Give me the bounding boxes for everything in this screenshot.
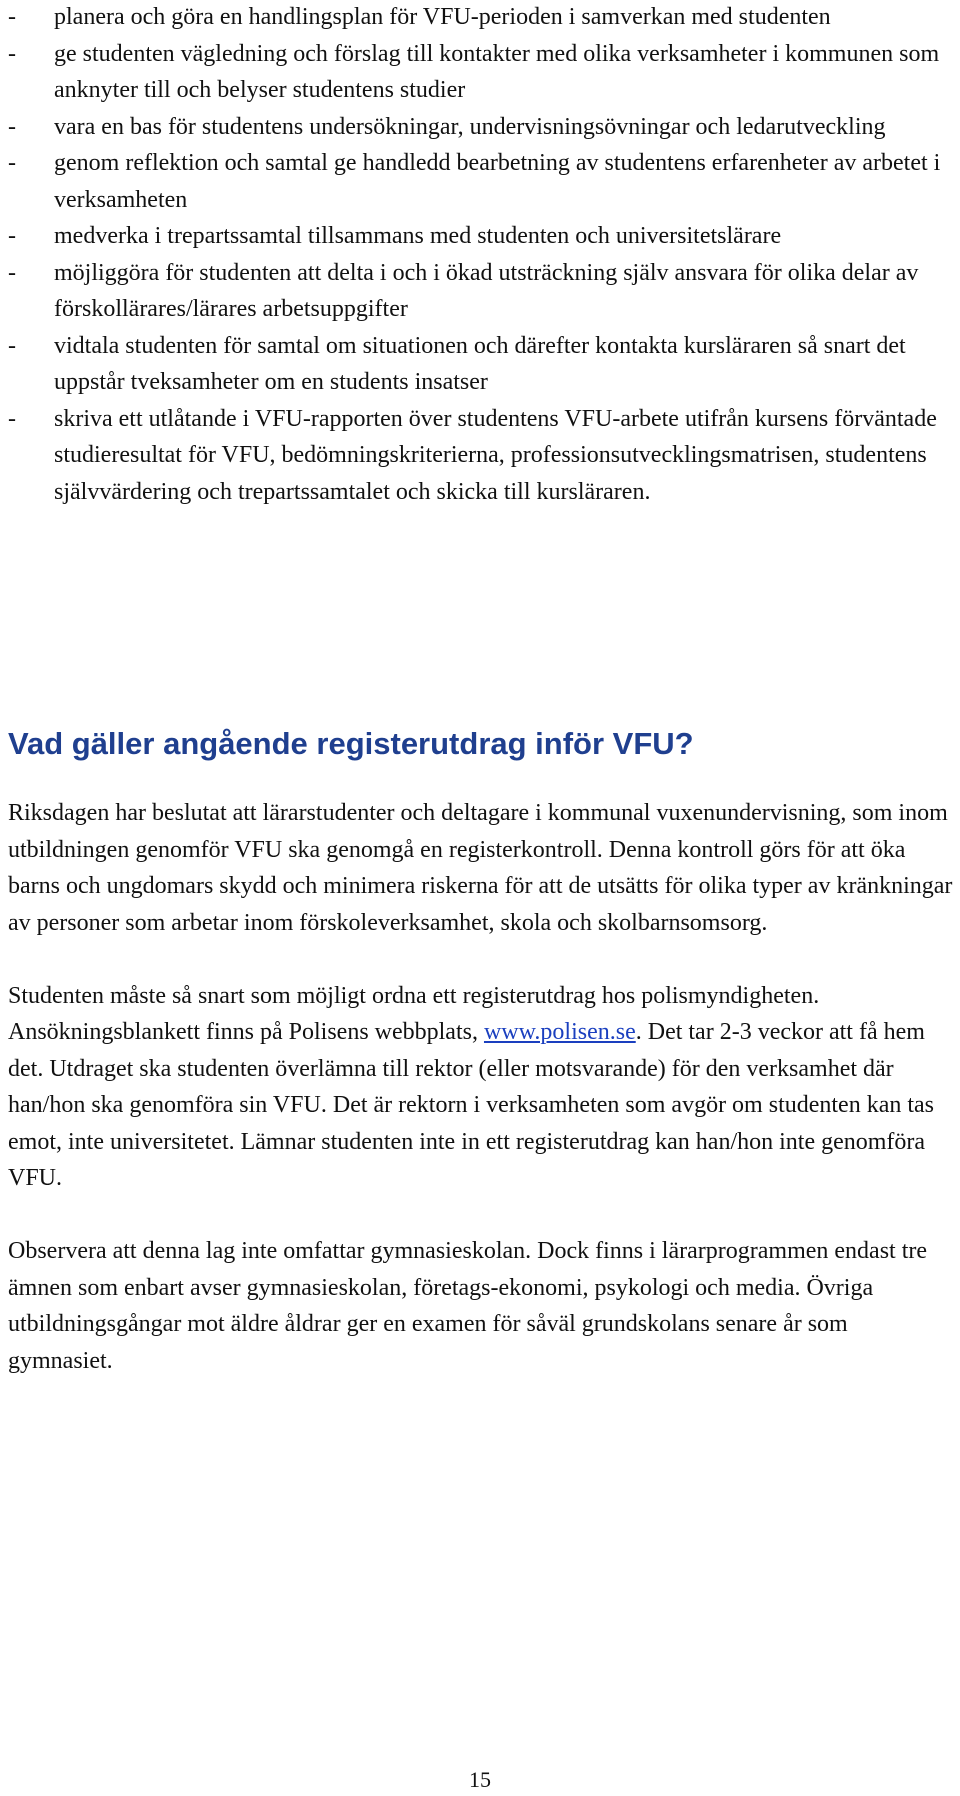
list-dash: - — [8, 4, 16, 30]
list-dash: - — [8, 113, 16, 140]
section-body — [8, 795, 958, 1416]
list-dash: - — [8, 259, 16, 286]
paragraph-registerutdrag — [8, 978, 958, 1197]
list-dash: - — [8, 223, 16, 249]
list-item-text: möjliggöra för studenten att delta i och i ökad utsträckning själv ansvara för olika delar av förskollärares/lärares arbetsuppgifter — [54, 259, 919, 322]
list-item — [8, 328, 958, 401]
list-item — [8, 255, 958, 328]
list-item-text: skriva ett utlåtande i VFU-rapporten över studentens VFU-arbete utifrån kursens förväntade studieresultat för VFU, bedömningskriterierna, professionsutvecklingsmatrisen, studentens självvärdering och trepartssamtalet och skicka till kursläraren. — [54, 405, 937, 505]
page-number: 15 — [469, 1767, 491, 1792]
section-heading: Vad gäller angående registerutdrag inför VFU? — [8, 726, 694, 761]
list-item — [8, 109, 958, 146]
list-item-text: planera och göra en handlingsplan för VFU-perioden i samverkan med studenten — [54, 4, 831, 30]
responsibility-list — [8, 0, 958, 510]
paragraph-registerkontroll: Riksdagen har beslutat att lärarstudenter och deltagare i kommunal vuxenundervisning, som inom utbildningen genomför VFU ska genomgå en registerkontroll. Denna kontroll görs för att öka barns och ungdomars skydd och minimera riskerna för att de utsätts för olika typer av kränkningar av personer som arbetar inom förskoleverksamhet, skola och skolbarnsomsorg. — [8, 800, 953, 936]
list-dash: - — [8, 150, 16, 176]
polisen-link[interactable]: www.polisen.se — [483, 1019, 636, 1045]
list-dash: - — [8, 40, 16, 67]
list-item — [8, 145, 958, 218]
list-item — [8, 36, 958, 109]
list-item-text: genom reflektion och samtal ge handledd bearbetning av studentens erfarenheter av arbetet i verksamheten — [54, 150, 941, 213]
list-item-text: medverka i trepartssamtal tillsammans med studenten och universitetslärare — [54, 223, 782, 249]
list-dash: - — [8, 405, 16, 432]
list-item — [8, 0, 958, 36]
document-page — [8, 0, 958, 1374]
list-item — [8, 218, 958, 255]
paragraph-text: . Det tar 2-3 veckor att få hem det. Utdraget ska studenten överlämna till rektor (eller motsvarande) för den verksamhet där han/hon ska genomföra sin VFU. Det är rektorn i verksamheten som avgör om studenten kan tas emot, inte universitetet. Lämnar studenten inte in ett registerutdrag kan han/hon inte genomföra VFU. — [8, 1019, 935, 1191]
list-item-text: ge studenten vägledning och förslag till kontakter med olika verksamheter i kommunen som anknyter till och belyser studentens studier — [54, 40, 940, 103]
paragraph-text: Studenten måste så snart som möjligt ordna ett registerutdrag hos polismyndigheten. Ansökningsblankett finns på Polisens webbplats, — [8, 982, 820, 1045]
list-item-text: vidtala studenten för samtal om situationen och därefter kontakta kursläraren så snart det uppstår tveksamheter om en students insatser — [54, 332, 906, 395]
paragraph-gymnasieskolan: Observera att denna lag inte omfattar gymnasieskolan. Dock finns i lärarprogrammen endast tre ämnen som enbart avser gymnasieskolan, företags-ekonomi, psykologi och media. Övriga utbildningsgångar mot äldre åldrar ger en examen för såväl grundskolans senare år som gymnasiet. — [8, 1238, 928, 1374]
list-item — [8, 401, 958, 511]
list-item-text: vara en bas för studentens undersökningar, undervisningsövningar och ledarutveckling — [54, 113, 886, 140]
list-dash: - — [8, 332, 16, 359]
